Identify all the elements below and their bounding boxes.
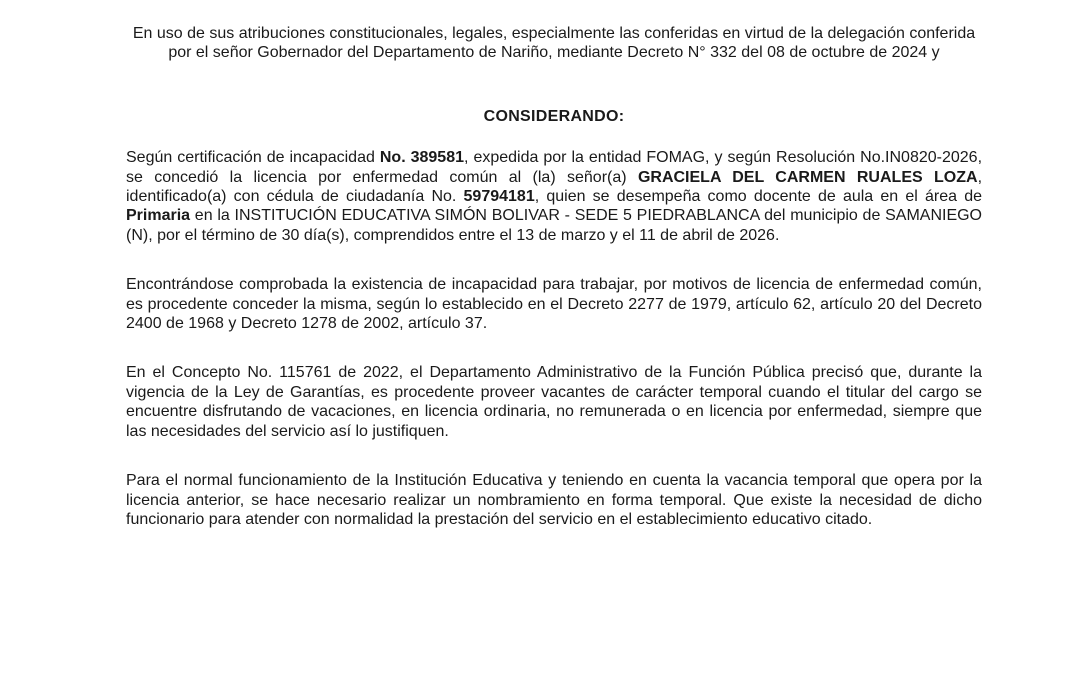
paragraph-concept: En el Concepto No. 115761 de 2022, el Departamento Administrativo de la Función Pública precisó que, durante la vigencia de la Ley de Garantías, es procedente proveer vacantes de carácter temporal cuando el titular del cargo se encuentre disfrutando de vacaciones, en licencia ordinaria, no remunerada o en licencia por enfermedad, siempre que las necesidades del servicio así lo justifiquen.: [126, 364, 982, 440]
id-number: 59794181: [463, 188, 535, 206]
paragraph-incapacity: Encontrándose comprobada la existencia de incapacidad para trabajar, por motivos de licencia de enfermedad común, es procedente conceder la misma, según lo establecido en el Decreto 2277 de 1979, artículo 62, artículo 20 del Decreto 2400 de 1968 y Decreto 1278 de 2002, artículo 37.: [126, 276, 982, 333]
paragraph-vacancy: Para el normal funcionamiento de la Institución Educativa y teniendo en cuenta la vacancia temporal que opera por la licencia anterior, se hace necesario realizar un nombramiento en forma temporal. Que existe la necesidad de dicho funcionario para atender con normalidad la prestación del servicio en el establecimiento educativo citado.: [126, 472, 982, 528]
paragraph-text: , identificado(a) con cédula de ciudadanía No.: [126, 168, 983, 206]
paragraph-text: Según certificación de incapacidad: [126, 149, 380, 167]
paragraph-certification: [126, 148, 982, 245]
intro-paragraph: En uso de sus atribuciones constitucionales, legales, especialmente las conferidas en virtud de la delegación conferida por el señor Gobernador del Departamento de Nariño, mediante Decreto N° 332 del 08 de octubre de 2024 y: [132, 25, 976, 62]
certificate-number: No. 389581: [379, 149, 465, 167]
paragraph-text: en la INSTITUCIÓN EDUCATIVA SIMÓN BOLIVAR - SEDE 5 PIEDRABLANCA del municipio de SAMANIEGO (N), por el término de 30 día(s), comprendidos entre el 13 de marzo y el 11 de abril de 2026.: [126, 207, 982, 244]
paragraph-text: , quien se desempeña como docente de aula en el área de: [534, 188, 983, 206]
person-name: GRACIELA DEL CARMEN RUALES LOZA: [637, 168, 978, 186]
considerando-heading: CONSIDERANDO:: [483, 107, 625, 125]
document-page: [126, 24, 982, 559]
teaching-area: Primaria: [126, 207, 191, 225]
paragraph-text: , expedida por la entidad FOMAG, y según Resolución No.IN0820-2026, se concedió la licencia por enfermedad común al (la) señor(a): [126, 149, 983, 186]
